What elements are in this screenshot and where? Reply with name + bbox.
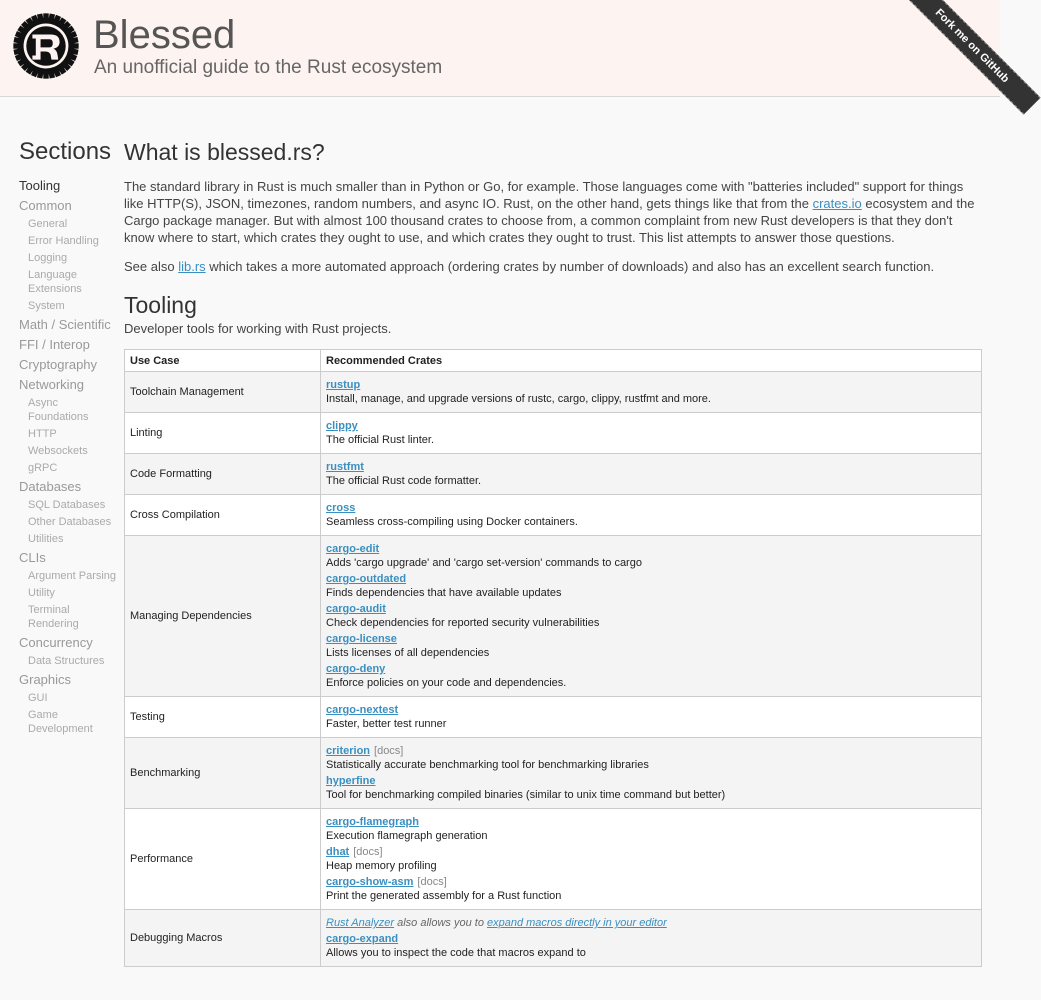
crate-entry: [326, 875, 976, 903]
sidebar-subitem-argument-parsing[interactable]: Argument Parsing: [28, 570, 117, 582]
see-also-text-2: which takes a more automated approach (ordering crates by number of downloads) and also has an excellent search function.: [205, 259, 935, 274]
crates-cell: [321, 738, 982, 809]
sidebar-item-ffi-interop[interactable]: FFI / Interop: [19, 337, 90, 352]
crates-cell: [321, 910, 982, 967]
crate-description: The official Rust code formatter.: [326, 475, 482, 487]
crate-entry: [326, 378, 976, 406]
tooling-heading: Tooling: [124, 292, 197, 318]
github-ribbon[interactable]: [888, 0, 1012, 112]
sidebar-subitem-websockets[interactable]: Websockets: [28, 445, 88, 457]
usecase-cell: Toolchain Management: [125, 372, 321, 413]
sidebar-subitem-http[interactable]: HTTP: [28, 428, 57, 440]
crate-entry: [326, 542, 976, 570]
crate-entry: [326, 419, 976, 447]
usecase-cell: Managing Dependencies: [125, 536, 321, 697]
crate-link-rustup[interactable]: rustup: [326, 379, 361, 391]
crate-entry: [326, 602, 976, 630]
table-row: [125, 809, 982, 910]
crate-entry: [326, 815, 976, 843]
crate-description: The official Rust linter.: [326, 434, 435, 446]
sidebar-subitem-game-development[interactable]: Game Development: [28, 709, 93, 735]
crate-link-cargo-nextest[interactable]: cargo-nextest: [326, 704, 399, 716]
crate-entry: [326, 744, 976, 772]
macro-note: [326, 916, 976, 930]
crate-link-rustfmt[interactable]: rustfmt: [326, 461, 364, 473]
table-row: [125, 697, 982, 738]
crate-link-cargo-deny[interactable]: cargo-deny: [326, 663, 386, 675]
crate-description: Adds 'cargo upgrade' and 'cargo set-version' commands to cargo: [326, 557, 642, 569]
table-row: [125, 536, 982, 697]
tooling-description: Developer tools for working with Rust projects.: [124, 321, 392, 336]
rust-logo-icon[interactable]: [12, 12, 80, 80]
docs-link[interactable]: [docs]: [374, 745, 404, 757]
intro-text-1: The standard library in Rust is much smaller than in Python or Go, for example. Those languages come with "batteries included" support for things like HTTP(S), JSON, timezones, random numbers, and async IO. Rust, on the other hand, gets things like that from the: [124, 179, 964, 211]
crates-cell: [321, 536, 982, 697]
sidebar-title: Sections: [19, 138, 112, 165]
usecase-cell: Debugging Macros: [125, 910, 321, 967]
sidebar-item-concurrency[interactable]: Concurrency: [19, 635, 93, 650]
crate-description: Enforce policies on your code and dependencies.: [326, 677, 567, 689]
sidebar-subitem-utilities[interactable]: Utilities: [28, 533, 64, 545]
sidebar-subitem-general[interactable]: General: [28, 218, 68, 230]
crate-description: Tool for benchmarking compiled binaries (similar to unix time command but better): [326, 789, 726, 801]
note-text: also allows you to: [394, 917, 487, 929]
sidebar-item-databases[interactable]: Databases: [19, 479, 82, 494]
crate-link-cargo-expand[interactable]: cargo-expand: [326, 933, 399, 945]
crate-description: Faster, better test runner: [326, 718, 447, 730]
sidebar-item-math-scientific[interactable]: Math / Scientific: [19, 317, 111, 332]
crate-description: Install, manage, and upgrade versions of rustc, cargo, clippy, rustfmt and more.: [326, 393, 711, 405]
crate-link-cargo-license[interactable]: cargo-license: [326, 633, 397, 645]
usecase-header: Use Case: [125, 350, 321, 372]
crates-io-link[interactable]: crates.io: [812, 196, 862, 211]
crates-cell: [321, 413, 982, 454]
see-also-text-1: See also: [124, 259, 179, 274]
crate-link-clippy[interactable]: clippy: [326, 420, 358, 432]
crate-description: Print the generated assembly for a Rust function: [326, 890, 562, 902]
sidebar-subitem-async-foundations[interactable]: Async Foundations: [28, 397, 89, 423]
crates-header: Recommended Crates: [321, 350, 982, 372]
crate-link-dhat[interactable]: dhat: [326, 846, 350, 858]
sidebar-item-cryptography[interactable]: Cryptography: [19, 357, 98, 372]
docs-link[interactable]: [docs]: [353, 846, 383, 858]
crate-entry: [326, 932, 976, 960]
main-content: [124, 138, 981, 967]
github-ribbon-label[interactable]: Fork me on GitHub: [903, 0, 1040, 115]
sidebar-subitem-grpc[interactable]: gRPC: [28, 462, 58, 474]
usecase-cell: Cross Compilation: [125, 495, 321, 536]
sidebar-subitem-system[interactable]: System: [28, 300, 65, 312]
crate-entry: [326, 632, 976, 660]
sidebar-subitem-sql-databases[interactable]: SQL Databases: [28, 499, 106, 511]
table-row: [125, 372, 982, 413]
sidebar-subitem-logging[interactable]: Logging: [28, 252, 68, 264]
docs-link[interactable]: [docs]: [417, 876, 447, 888]
site-title[interactable]: Blessed: [93, 13, 236, 57]
usecase-cell: Linting: [125, 413, 321, 454]
crates-cell: [321, 372, 982, 413]
intro-text-2: ecosystem and the Cargo package manager. But with almost 100 thousand crates to choose from, a common complaint from new Rust developers is that they don't know where to start, which crates they ought to use, and which crates they ought to trust. This list attempts to answer those questions.: [124, 196, 975, 245]
crate-entry: [326, 774, 976, 802]
table-row: [125, 454, 982, 495]
table-row: [125, 413, 982, 454]
table-header-row: [125, 350, 982, 372]
sidebar-subitem-terminal-rendering[interactable]: Terminal Rendering: [28, 604, 79, 630]
intro-paragraph: [124, 178, 981, 246]
crate-link-hyperfine[interactable]: hyperfine: [326, 775, 376, 787]
crate-entry: [326, 501, 976, 529]
site-subtitle: An unofficial guide to the Rust ecosystem: [94, 57, 443, 78]
sidebar-item-graphics[interactable]: Graphics: [19, 672, 72, 687]
sidebar-subitem-data-structures[interactable]: Data Structures: [28, 655, 105, 667]
crate-description: Execution flamegraph generation: [326, 830, 488, 842]
crate-description: Lists licenses of all dependencies: [326, 647, 490, 659]
table-row: [125, 495, 982, 536]
crate-link-criterion[interactable]: criterion: [326, 745, 371, 757]
sidebar-item-clis[interactable]: CLIs: [19, 550, 46, 565]
sidebar-subitem-language-extensions[interactable]: Language Extensions: [28, 269, 82, 295]
sidebar-subitem-gui[interactable]: GUI: [28, 692, 48, 704]
crate-entry: [326, 572, 976, 600]
sidebar: [19, 138, 119, 736]
sidebar-subitem-other-databases[interactable]: Other Databases: [28, 516, 112, 528]
crate-description: Allows you to inspect the code that macros expand to: [326, 947, 586, 959]
usecase-cell: Performance: [125, 809, 321, 910]
crate-link-cargo-audit[interactable]: cargo-audit: [326, 603, 386, 615]
crate-description: Heap memory profiling: [326, 860, 437, 872]
crate-description: Finds dependencies that have available updates: [326, 587, 562, 599]
usecase-cell: Code Formatting: [125, 454, 321, 495]
sidebar-nav: [19, 178, 119, 736]
usecase-cell: Testing: [125, 697, 321, 738]
table-row: [125, 738, 982, 809]
crates-cell: [321, 809, 982, 910]
crate-entry: [326, 845, 976, 873]
expand-macros-link[interactable]: expand macros directly in your editor: [487, 917, 667, 929]
table-row: [125, 910, 982, 967]
site-header: [0, 0, 1012, 97]
crate-entry: [326, 460, 976, 488]
sidebar-item-common[interactable]: Common: [19, 198, 72, 213]
crate-link-cargo-outdated[interactable]: cargo-outdated: [326, 573, 407, 585]
sidebar-subitem-utility[interactable]: Utility: [28, 587, 55, 599]
page-heading: What is blessed.rs?: [124, 139, 325, 165]
crate-description: Statistically accurate benchmarking tool for benchmarking libraries: [326, 759, 649, 771]
crate-link-cargo-show-asm[interactable]: cargo-show-asm: [326, 876, 414, 888]
crate-description: Seamless cross-compiling using Docker containers.: [326, 516, 578, 528]
sidebar-subitem-error-handling[interactable]: Error Handling: [28, 235, 99, 247]
crate-entry: [326, 662, 976, 690]
crate-entry: [326, 703, 976, 731]
rust-analyzer-link[interactable]: Rust Analyzer: [326, 917, 395, 929]
crate-link-cargo-flamegraph[interactable]: cargo-flamegraph: [326, 816, 419, 828]
sidebar-item-networking[interactable]: Networking: [19, 377, 85, 392]
tooling-table: [124, 349, 982, 967]
crates-cell: [321, 697, 982, 738]
crate-link-cross[interactable]: cross: [326, 502, 356, 514]
lib-rs-link[interactable]: lib.rs: [178, 259, 206, 274]
see-also-paragraph: [124, 258, 981, 275]
crates-cell: [321, 495, 982, 536]
sidebar-item-tooling[interactable]: Tooling: [19, 178, 61, 193]
crate-description: Check dependencies for reported security vulnerabilities: [326, 617, 600, 629]
crate-link-cargo-edit[interactable]: cargo-edit: [326, 543, 380, 555]
usecase-cell: Benchmarking: [125, 738, 321, 809]
crates-cell: [321, 454, 982, 495]
